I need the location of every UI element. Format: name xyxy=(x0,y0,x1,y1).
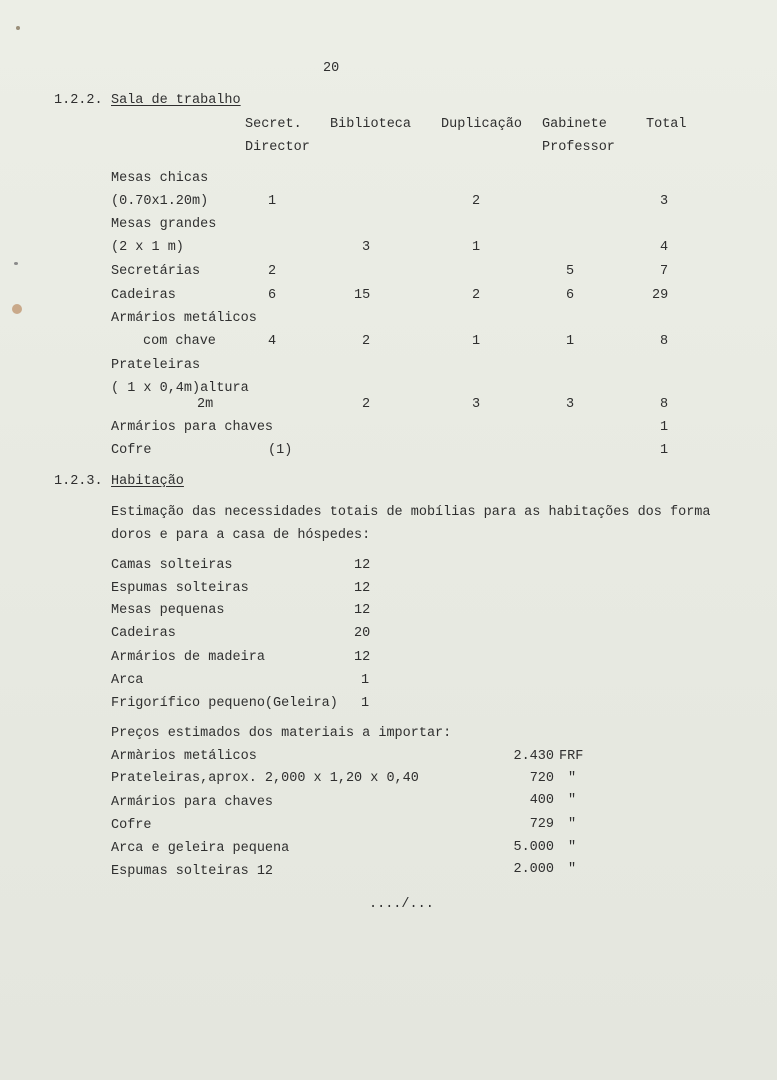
list-item-qty: 1 xyxy=(361,673,370,688)
price-unit: FRF xyxy=(559,749,584,764)
row-label: (0.70x1.20m) xyxy=(111,194,209,209)
table-cell: 2 xyxy=(362,397,371,412)
paper-stain xyxy=(12,304,22,314)
column-header: Director xyxy=(245,140,310,155)
row-label: 2m xyxy=(197,397,214,412)
table-cell: 5 xyxy=(566,264,575,279)
intro-text: Estimação das necessidades totais de mobílias para as habitações dos forma xyxy=(111,505,711,520)
list-item-label: Frigorífico pequeno(Geleira) xyxy=(111,696,338,711)
table-cell: 6 xyxy=(566,288,575,303)
intro-text: doros e para a casa de hóspedes: xyxy=(111,528,371,543)
section-title: Habitação xyxy=(111,474,184,489)
price-value: 2.000 xyxy=(513,862,554,877)
table-cell: 2 xyxy=(268,264,277,279)
price-unit: " xyxy=(568,817,577,832)
list-item-label: Espumas solteiras xyxy=(111,581,249,596)
list-item-qty: 20 xyxy=(354,626,371,641)
row-label: Cadeiras xyxy=(111,288,176,303)
list-item-label: Camas solteiras xyxy=(111,558,233,573)
list-item-qty: 12 xyxy=(354,603,371,618)
list-item-qty: 12 xyxy=(354,650,371,665)
price-value: 729 xyxy=(529,817,554,832)
table-cell: 1 xyxy=(268,194,277,209)
table-cell: 8 xyxy=(660,397,669,412)
price-unit: " xyxy=(568,840,577,855)
table-cell: 3 xyxy=(566,397,575,412)
column-header: Biblioteca xyxy=(330,117,412,132)
column-header: Secret. xyxy=(245,117,302,132)
paper-mark xyxy=(16,26,20,30)
row-label: Mesas grandes xyxy=(111,217,217,232)
page-number: 20 xyxy=(323,61,340,76)
row-label: Secretárias xyxy=(111,264,201,279)
price-value: 720 xyxy=(529,771,554,786)
table-cell: 8 xyxy=(660,334,669,349)
list-item-qty: 12 xyxy=(354,581,371,596)
column-header: Gabinete xyxy=(542,117,607,132)
continuation-mark: ..../... xyxy=(369,897,434,912)
row-label: ( 1 x 0,4m)altura xyxy=(111,381,249,396)
list-item-label: Mesas pequenas xyxy=(111,603,225,618)
table-cell: 6 xyxy=(268,288,277,303)
price-value: 400 xyxy=(529,793,554,808)
row-label: Mesas chicas xyxy=(111,171,209,186)
table-cell: 29 xyxy=(652,288,669,303)
table-cell: 15 xyxy=(354,288,371,303)
table-cell: 3 xyxy=(362,240,371,255)
price-label: Armários para chaves xyxy=(111,795,274,810)
table-cell: 1 xyxy=(472,334,481,349)
table-cell: 1 xyxy=(660,443,669,458)
table-cell: 1 xyxy=(566,334,575,349)
row-label: (2 x 1 m) xyxy=(111,240,184,255)
price-label: Armàrios metálicos xyxy=(111,749,257,764)
column-header: Total xyxy=(646,117,687,132)
row-label: Prateleiras xyxy=(111,358,201,373)
table-cell: 3 xyxy=(660,194,669,209)
table-cell: 2 xyxy=(362,334,371,349)
table-cell: 4 xyxy=(660,240,669,255)
column-header: Duplicação xyxy=(441,117,523,132)
row-label: com chave xyxy=(143,334,216,349)
prices-title: Preços estimados dos materiais a importar: xyxy=(111,726,452,741)
row-label: Armários para chaves xyxy=(111,420,274,435)
row-label: Armários metálicos xyxy=(111,311,257,326)
price-label: Espumas solteiras 12 xyxy=(111,864,274,879)
table-cell: 7 xyxy=(660,264,669,279)
price-unit: " xyxy=(568,793,577,808)
price-value: 5.000 xyxy=(513,840,554,855)
list-item-qty: 1 xyxy=(361,696,370,711)
price-unit: " xyxy=(568,862,577,877)
table-cell: 4 xyxy=(268,334,277,349)
list-item-label: Cadeiras xyxy=(111,626,176,641)
list-item-label: Armários de madeira xyxy=(111,650,265,665)
table-cell: (1) xyxy=(268,443,293,458)
price-label: Prateleiras,aprox. 2,000 x 1,20 x 0,40 xyxy=(111,771,419,786)
row-label: Cofre xyxy=(111,443,152,458)
paper-mark xyxy=(14,262,18,265)
section-title: Sala de trabalho xyxy=(111,93,241,108)
price-label: Arca e geleira pequena xyxy=(111,841,290,856)
section-number: 1.2.2. xyxy=(54,93,103,108)
price-label: Cofre xyxy=(111,818,152,833)
price-unit: " xyxy=(568,771,577,786)
price-value: 2.430 xyxy=(513,749,554,764)
column-header: Professor xyxy=(542,140,615,155)
table-cell: 1 xyxy=(472,240,481,255)
table-cell: 3 xyxy=(472,397,481,412)
table-cell: 2 xyxy=(472,194,481,209)
table-cell: 2 xyxy=(472,288,481,303)
table-cell: 1 xyxy=(660,420,669,435)
list-item-qty: 12 xyxy=(354,558,371,573)
list-item-label: Arca xyxy=(111,673,144,688)
section-number: 1.2.3. xyxy=(54,474,103,489)
